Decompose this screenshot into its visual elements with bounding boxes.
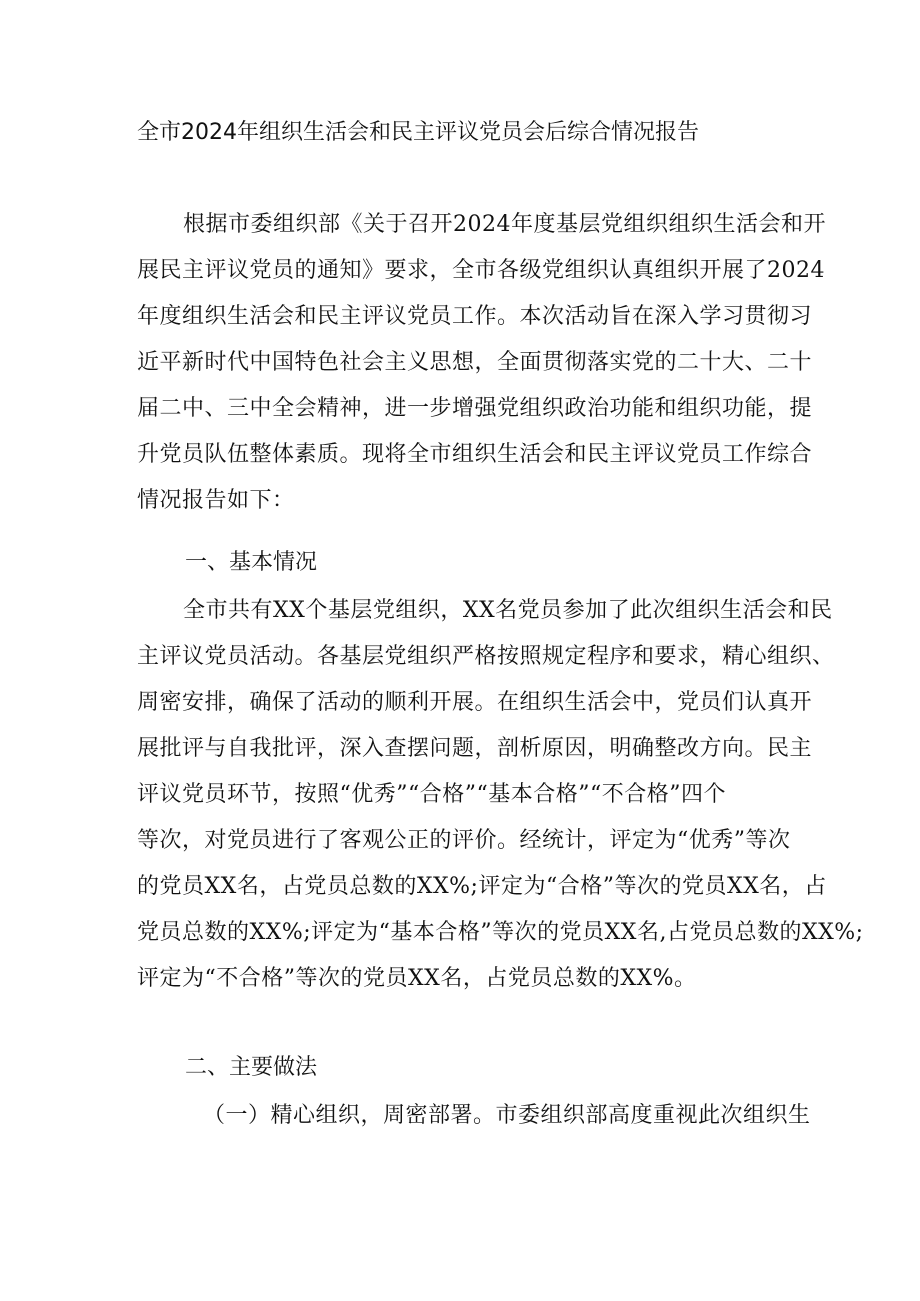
- paragraph-line: 等次，对党员进行了客观公正的评价。经统计，评定为“优秀”等次: [137, 828, 791, 853]
- paragraph-line: 党员总数的XX%;评定为“基本合格”等次的党员XX名,占党员总数的XX%;: [137, 920, 864, 945]
- paragraph-line: 的党员XX名，占党员总数的XX%;评定为“合格”等次的党员XX名，占: [137, 874, 827, 899]
- paragraph-line: 情况报告如下：: [137, 488, 295, 513]
- paragraph-line: 届二中、三中全会精神，进一步增强党组织政治功能和组织功能，提: [137, 396, 813, 421]
- paragraph-line: （一）精心组织，周密部署。市委组织部高度重视此次组织生: [203, 1103, 811, 1128]
- section-heading: 二、主要做法: [185, 1055, 318, 1080]
- paragraph-line: 评定为“不合格”等次的党员XX名，占党员总数的XX%。: [137, 966, 697, 991]
- paragraph-line: 展批评与自我批评，深入查摆问题，剖析原因，明确整改方向。民主: [137, 736, 813, 761]
- paragraph-line: 近平新时代中国特色社会主义思想，全面贯彻落实党的二十大、二十: [137, 350, 813, 375]
- paragraph-line: 根据市委组织部《关于召开2024年度基层党组织组织生活会和开: [183, 212, 826, 237]
- paragraph-line: 全市共有XX个基层党组织，XX名党员参加了此次组织生活会和民: [183, 598, 833, 623]
- paragraph-line: 展民主评议党员的通知》要求，全市各级党组织认真组织开展了2024: [137, 258, 825, 283]
- section-heading: 一、基本情况: [185, 550, 318, 575]
- paragraph-line: 年度组织生活会和民主评议党员工作。本次活动旨在深入学习贯彻习: [137, 304, 813, 329]
- paragraph-line: 周密安排，确保了活动的顺利开展。在组织生活会中，党员们认真开: [137, 690, 813, 715]
- paragraph-line: 主评议党员活动。各基层党组织严格按照规定程序和要求，精心组织、: [137, 644, 835, 669]
- paragraph-line: 评议党员环节，按照“优秀”“合格”“基本合格”“不合格”四个: [137, 782, 726, 807]
- document-title: 全市2024年组织生活会和民主评议党员会后综合情况报告: [137, 120, 699, 145]
- paragraph-line: 升党员队伍整体素质。现将全市组织生活会和民主评议党员工作综合: [137, 442, 813, 467]
